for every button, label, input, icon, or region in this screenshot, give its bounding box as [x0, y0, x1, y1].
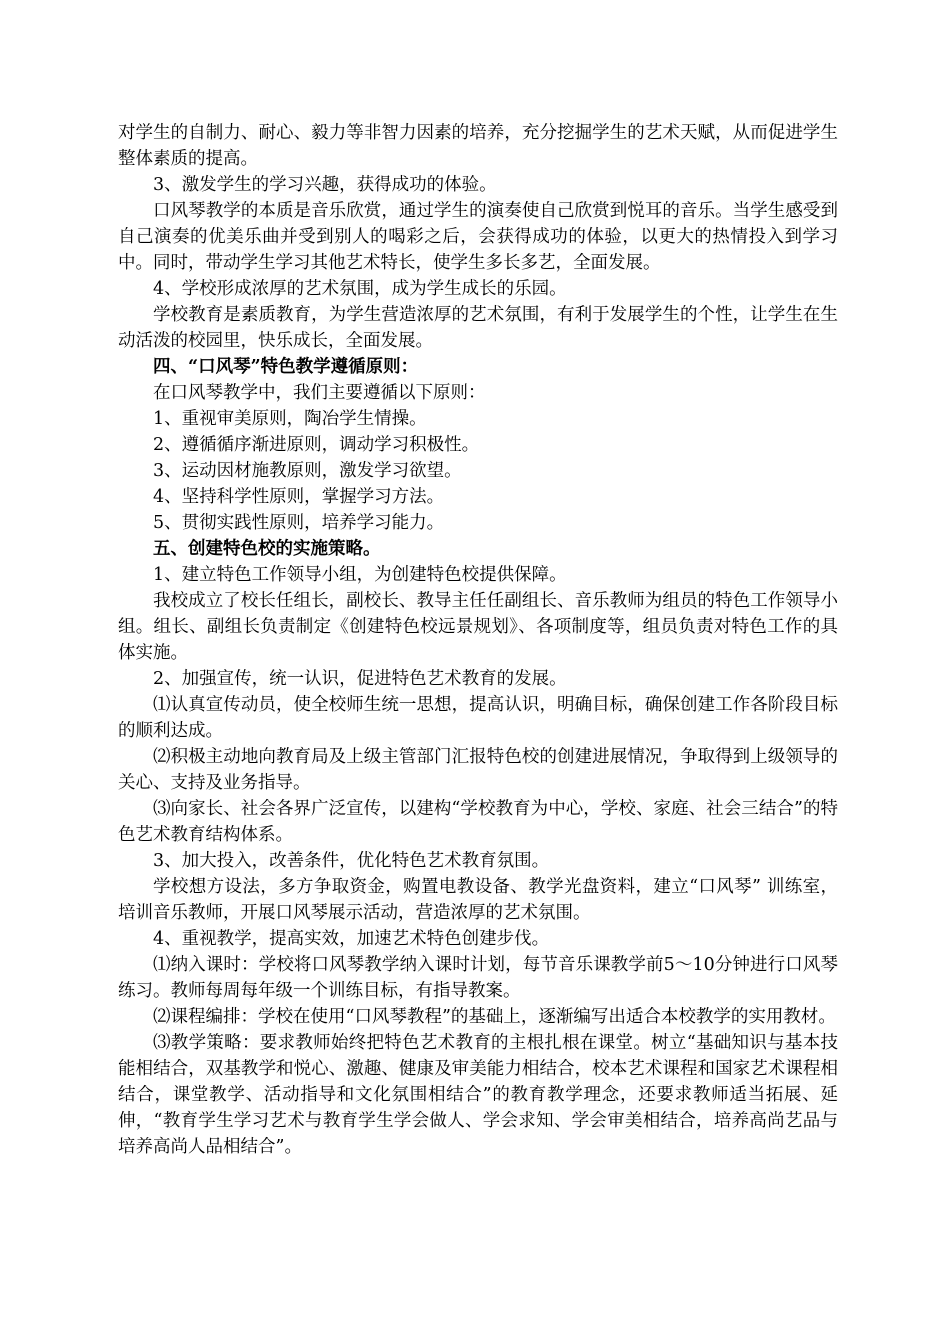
sub-item-3: ⑶教学策略：要求教师始终把特色艺术教育的主根扎根在课堂。树立“基础知识与基本技能相结合，双基教学和悦心、激趣、健康及审美能力相结合，校本艺术课程和国家艺术课程相结合，课堂教学、活动指导和文化氛围相结合”的教育教学理念，还要求教师适当拓展、延伸，“教育学生学习艺术与教育学生学会做人、学会求知、学会审美相结合，培养高尚艺品与培养高尚人品相结合”。: [118, 1033, 838, 1157]
strategy-item-2: 2、加强宣传，统一认识，促进特色艺术教育的发展。: [153, 669, 567, 689]
strategy-item-3: 3、加大投入，改善条件，优化特色艺术教育氛围。: [153, 851, 550, 871]
paragraph-body: 口风琴教学的本质是音乐欣赏，通过学生的演奏使自己欣赏到悦耳的音乐。当学生感受到自己演奏的优美乐曲并受到别人的喝彩之后，会获得成功的体验，以更大的热情投入到学习中。同时，带动学生学习其他艺术特长，使学生多长多艺，全面发展。: [118, 201, 838, 273]
paragraph-body: 学校教育是素质教育，为学生营造浓厚的艺术氛围，有利于发展学生的个性，让学生在生动活泼的校园里，快乐成长，全面发展。: [118, 305, 838, 351]
section-heading-5: 五、创建特色校的实施策略。: [153, 539, 381, 559]
strategy-item-1: 1、建立特色工作领导小组，为创建特色校提供保障。: [153, 565, 567, 585]
principle-item-1: 1、重视审美原则，陶冶学生情操。: [153, 409, 427, 429]
strategy-item-4: 4、重视教学，提高实效，加速艺术特色创建步伐。: [153, 929, 550, 949]
section-heading-4: 四、“口风琴”特色教学遵循原则：: [153, 357, 419, 377]
principle-item-5: 5、贯彻实践性原则，培养学习能力。: [153, 513, 445, 533]
paragraph-body: 学校想方设法，多方争取资金，购置电教设备、教学光盘资料，建立“口风琴” 训练室，培训音乐教师，开展口风琴展示活动，营造浓厚的艺术氛围。: [118, 877, 838, 923]
paragraph-item-3: 3、激发学生的学习兴趣，获得成功的体验。: [153, 175, 497, 195]
document-page: [118, 120, 838, 1160]
paragraph-continuation: 对学生的自制力、耐心、毅力等非智力因素的培养，充分挖掘学生的艺术天赋，从而促进学生整体素质的提高。: [118, 123, 838, 169]
sub-item-1: ⑴纳入课时：学校将口风琴教学纳入课时计划，每节音乐课教学前5～10分钟进行口风琴练习。教师每周每年级一个训练目标，有指导教案。: [118, 955, 838, 1001]
sub-item-2: ⑵课程编排：学校在使用“口风琴教程”的基础上，逐渐编写出适合本校教学的实用教材。: [153, 1007, 836, 1027]
paragraph-body: 我校成立了校长任组长，副校长、教导主任任副组长、音乐教师为组员的特色工作领导小组。组长、副组长负责制定《创建特色校远景规划》、各项制度等，组员负责对特色工作的具体实施。: [118, 591, 838, 663]
principle-item-4: 4、坚持科学性原则，掌握学习方法。: [153, 487, 445, 507]
principle-item-2: 2、遵循循序渐进原则，调动学习积极性。: [153, 435, 480, 455]
sub-item-3: ⑶向家长、社会各界广泛宣传，以建构“学校教育为中心，学校、家庭、社会三结合”的特色艺术教育结构体系。: [118, 799, 838, 845]
paragraph-intro: 在口风琴教学中，我们主要遵循以下原则：: [153, 383, 486, 403]
principle-item-3: 3、运动因材施教原则，激发学习欲望。: [153, 461, 462, 481]
sub-item-2: ⑵积极主动地向教育局及上级主管部门汇报特色校的创建进展情况，争取得到上级领导的关心、支持及业务指导。: [118, 747, 838, 793]
paragraph-item-4: 4、学校形成浓厚的艺术氛围，成为学生成长的乐园。: [153, 279, 567, 299]
sub-item-1: ⑴认真宣传动员，使全校师生统一思想，提高认识，明确目标，确保创建工作各阶段目标的顺利达成。: [118, 695, 838, 741]
